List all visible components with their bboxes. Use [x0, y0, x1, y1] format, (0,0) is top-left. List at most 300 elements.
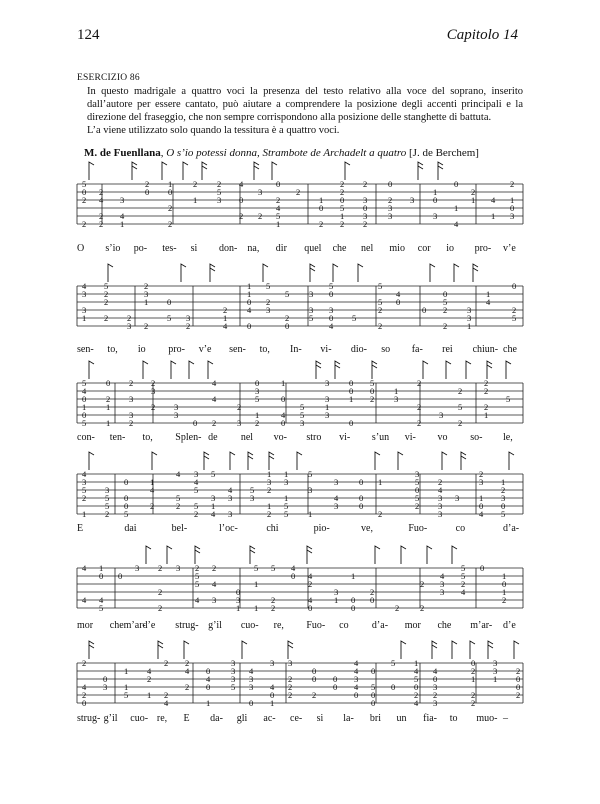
fret-number: 1 [120, 219, 125, 229]
fret-number: 5 [82, 378, 87, 388]
rhythm-flag [171, 361, 176, 379]
lyric-syllable: to, [142, 432, 153, 443]
fret-number: 3 [120, 195, 125, 205]
fret-number: 3 [438, 501, 443, 511]
tab-system [77, 546, 523, 613]
fret-number: 4 [334, 493, 339, 503]
fret-number: 2 [185, 682, 190, 692]
fret-number: 4 [212, 579, 217, 589]
fret-number: 3 [284, 477, 289, 487]
fret-number: 4 [414, 666, 419, 676]
rhythm-flag [514, 641, 519, 659]
rhythm-flag [89, 162, 94, 180]
fret-number: 1 [147, 690, 152, 700]
fret-number: 0 [351, 603, 356, 613]
fret-number: 0 [236, 587, 241, 597]
lyric-syllable: nel [361, 243, 374, 254]
fret-number: 0 [333, 682, 338, 692]
fret-number: 2 [150, 501, 155, 511]
fret-number: 0 [329, 289, 334, 299]
rhythm-flag [487, 361, 492, 379]
lyric-syllable: sen- [77, 344, 94, 355]
fret-number: 2 [443, 321, 448, 331]
fret-number: 5 [105, 501, 110, 511]
fret-number: 0 [167, 297, 172, 307]
fret-number: 0 [249, 698, 254, 708]
lyric-syllable: stro [306, 432, 322, 443]
lyric-syllable: chi [266, 523, 279, 534]
fret-number: 1 [124, 666, 129, 676]
fret-number: 4 [185, 666, 190, 676]
fret-number: 1 [502, 587, 507, 597]
rhythm-flag [418, 162, 423, 180]
fret-number: 2 [129, 418, 134, 428]
fret-number: 3 [105, 485, 110, 495]
exercise-heading: ESERCIZIO 86 [77, 73, 140, 83]
fret-number: 0 [106, 378, 111, 388]
fret-number: 5 [284, 501, 289, 511]
rhythm-flag [372, 365, 377, 368]
fret-number: 2 [340, 179, 345, 189]
fret-number: 0 [422, 305, 427, 315]
fret-number: 2 [471, 698, 476, 708]
rhythm-flag [89, 645, 94, 648]
fret-number: 2 [510, 179, 515, 189]
fret-number: 5 [195, 571, 200, 581]
fret-number: 1 [254, 603, 259, 613]
fret-number: 2 [144, 321, 149, 331]
fret-number: 0 [349, 418, 354, 428]
fret-number: 3 [309, 305, 314, 315]
rhythm-flag [210, 264, 215, 282]
lyric-syllable: fa- [411, 344, 423, 355]
fret-number: 0 [281, 394, 286, 404]
fret-number: 2 [266, 297, 271, 307]
fret-number: 5 [309, 313, 314, 323]
fret-number: 2 [258, 211, 263, 221]
fret-number: 2 [471, 187, 476, 197]
fret-number: 1 [467, 321, 472, 331]
fret-number: 4 [223, 321, 228, 331]
fret-number: 2 [151, 378, 156, 388]
rhythm-flag [375, 452, 380, 470]
fret-number: 2 [417, 418, 422, 428]
fret-number: 2 [471, 690, 476, 700]
fret-number: 2 [443, 305, 448, 315]
fret-number: 2 [104, 289, 109, 299]
lyric-syllable: don- [219, 243, 238, 254]
fret-number: 2 [363, 179, 368, 189]
fret-number: 1 [106, 402, 111, 412]
fret-number: 2 [340, 219, 345, 229]
lyric-syllable: to [449, 713, 458, 724]
fret-number: 3 [433, 211, 438, 221]
rhythm-flag [152, 452, 157, 470]
fret-number: 2 [82, 195, 87, 205]
rhythm-flag [89, 361, 94, 379]
fret-number: 4 [414, 698, 419, 708]
lyric-syllable: m’ar- [470, 620, 493, 631]
tab-system [77, 264, 523, 331]
lyric-syllable: E [183, 713, 190, 724]
fret-number: 0 [512, 281, 517, 291]
fret-number: 3 [388, 211, 393, 221]
fret-number: 3 [255, 386, 260, 396]
lyric-syllable: dio- [350, 344, 367, 355]
rhythm-flag [183, 162, 188, 180]
fret-number: 3 [288, 658, 293, 668]
fret-number: 0 [349, 378, 354, 388]
rhythm-flag [242, 641, 247, 659]
lyric-syllable: strug- [175, 620, 199, 631]
rhythm-flag [158, 645, 163, 648]
lyric-syllable: de [208, 432, 218, 443]
fret-number: 3 [266, 305, 271, 315]
lyric-syllable: O [77, 243, 85, 254]
rhythm-flag [452, 641, 457, 659]
fret-number: 0 [124, 501, 129, 511]
fret-number: 5 [254, 563, 259, 573]
fret-number: 1 [267, 501, 272, 511]
lyric-syllable: so [381, 344, 391, 355]
lyric-syllable: pro- [474, 243, 492, 254]
fret-number: 3 [228, 493, 233, 503]
lyric-syllable: d’a- [371, 620, 389, 631]
fret-number: 0 [349, 386, 354, 396]
lyric-syllable: cor [417, 243, 431, 254]
fret-number: 2 [147, 674, 152, 684]
fret-number: 0 [516, 682, 521, 692]
fret-number: 3 [186, 313, 191, 323]
fret-number: 5 [378, 281, 383, 291]
rhythm-flag [181, 264, 186, 282]
fret-number: 3 [103, 682, 108, 692]
rhythm-flag [158, 641, 163, 659]
fret-number: 3 [439, 410, 444, 420]
rhythm-flag [184, 641, 189, 659]
fret-number: 3 [129, 410, 134, 420]
lyric-syllable: s’io [105, 243, 121, 254]
rhythm-flag [401, 546, 406, 564]
fret-number: 5 [124, 509, 129, 519]
fret-number: 0 [82, 394, 87, 404]
fret-number: 0 [118, 571, 123, 581]
fret-number: 0 [312, 666, 317, 676]
fret-number: 3 [388, 203, 393, 213]
lyric-syllable: tes- [162, 243, 177, 254]
rhythm-flag [358, 264, 363, 282]
fret-number: 4 [82, 563, 87, 573]
fret-number: 1 [247, 289, 252, 299]
fret-number: 1 [255, 410, 260, 420]
lyric-syllable: to, [259, 344, 270, 355]
rhythm-flag [345, 162, 350, 180]
fret-number: 1 [340, 211, 345, 221]
fret-number: 5 [340, 203, 345, 213]
rhythm-flag [430, 264, 435, 282]
fret-number: 4 [82, 386, 87, 396]
rhythm-flag [210, 268, 215, 271]
fret-number: 0 [270, 690, 275, 700]
fret-number: 5 [378, 297, 383, 307]
rhythm-flag [442, 452, 447, 470]
fret-number: 1 [308, 509, 313, 519]
fret-number: 2 [312, 690, 317, 700]
lyric-syllable: ce- [290, 713, 303, 724]
fret-number: 5 [82, 485, 87, 495]
fret-number: 1 [276, 219, 281, 229]
rhythm-flag [398, 452, 403, 470]
fret-number: 2 [168, 203, 173, 213]
fret-number: 3 [325, 394, 330, 404]
fret-number: 2 [319, 219, 324, 229]
fret-number: 2 [271, 595, 276, 605]
fret-number: 2 [223, 305, 228, 315]
page-number: 124 [77, 27, 100, 43]
lyric-syllable: ten- [109, 432, 126, 443]
fret-number: 2 [378, 321, 383, 331]
rhythm-flag [466, 361, 471, 379]
fret-number: 1 [394, 386, 399, 396]
fret-number: 3 [394, 394, 399, 404]
rhythm-flag [423, 361, 428, 379]
fret-number: 2 [185, 658, 190, 668]
lyric-syllable: d’e [142, 620, 156, 631]
fret-number: 3 [467, 305, 472, 315]
fret-number: 5 [461, 563, 466, 573]
fret-number: 4 [176, 469, 181, 479]
fret-number: 3 [176, 563, 181, 573]
rhythm-flag [310, 268, 315, 271]
fret-number: 3 [325, 378, 330, 388]
fret-number: 4 [438, 485, 443, 495]
fret-number: 2 [501, 485, 506, 495]
fret-number: 4 [99, 595, 104, 605]
fret-number: 4 [195, 595, 200, 605]
fret-number: 1 [270, 698, 275, 708]
lyric-syllable: dai [124, 523, 137, 534]
fret-number: 2 [479, 469, 484, 479]
rhythm-flag [307, 550, 312, 553]
fret-number: 0 [359, 493, 364, 503]
lyric-syllable: fia- [423, 713, 438, 724]
fret-number: 2 [168, 219, 173, 229]
fret-number: 3 [410, 195, 415, 205]
fret-number: 3 [493, 658, 498, 668]
rhythm-flag [375, 546, 380, 564]
fret-number: 1 [223, 313, 228, 323]
fret-number: 2 [99, 211, 104, 221]
fret-number: 3 [510, 211, 515, 221]
rhythm-flag [132, 166, 137, 169]
rhythm-flag [372, 361, 377, 379]
fret-number: 3 [440, 579, 445, 589]
fret-number: 2 [276, 195, 281, 205]
rhythm-flag [269, 452, 274, 470]
fret-number: 0 [308, 603, 313, 613]
lyric-syllable: Fuo- [408, 523, 428, 534]
rhythm-flag [333, 264, 338, 282]
fret-number: 4 [150, 485, 155, 495]
fret-number: 2 [195, 563, 200, 573]
fret-number: 2 [417, 402, 422, 412]
fret-number: 2 [164, 690, 169, 700]
fret-number: 0 [291, 571, 296, 581]
fret-number: 0 [502, 579, 507, 589]
fret-number: 2 [255, 418, 260, 428]
fret-number: 2 [212, 418, 217, 428]
lyric-syllable: d’a- [503, 523, 520, 534]
fret-number: 2 [438, 477, 443, 487]
fret-number: 0 [480, 563, 485, 573]
lyric-syllable: ve, [361, 523, 373, 534]
rhythm-flag [288, 645, 293, 648]
fret-number: 5 [284, 509, 289, 519]
fret-number: 4 [270, 682, 275, 692]
fret-number: 2 [186, 321, 191, 331]
lyric-syllable: le, [503, 432, 513, 443]
chapter-title: Capitolo 14 [446, 27, 518, 43]
lyric-syllable: che [437, 620, 452, 631]
fret-number: 1 [99, 563, 104, 573]
fret-number: 2 [484, 386, 489, 396]
fret-number: 5 [271, 563, 276, 573]
fret-number: 1 [150, 477, 155, 487]
fret-number: 3 [308, 485, 313, 495]
lyric-syllable: un [396, 713, 407, 724]
fret-number: 0 [255, 378, 260, 388]
rhythm-flag [89, 641, 94, 659]
fret-number: 3 [127, 321, 132, 331]
fret-number: 2 [82, 658, 87, 668]
rhythm-flag [132, 162, 137, 180]
fret-number: 5 [391, 658, 396, 668]
rhythm-flag [254, 162, 259, 180]
fret-number: 5 [501, 509, 506, 519]
fret-number: 5 [512, 313, 517, 323]
fret-number: 5 [458, 402, 463, 412]
fret-number: 3 [211, 493, 216, 503]
fret-number: 2 [461, 579, 466, 589]
lyric-syllable: sen- [229, 344, 246, 355]
lyric-syllable: mor [77, 620, 94, 631]
rhythm-flag [316, 361, 321, 379]
fret-number: 0 [276, 179, 281, 189]
fret-number: 4 [433, 666, 438, 676]
fret-number: 1 [284, 493, 289, 503]
fret-number: 0 [479, 501, 484, 511]
attribution: [J. de Berchem] [409, 147, 479, 159]
fret-number: 0 [433, 674, 438, 684]
fret-number: 0 [247, 321, 252, 331]
fret-number: 3 [438, 509, 443, 519]
tab-system [77, 641, 523, 708]
fret-number: 4 [82, 595, 87, 605]
fret-number: 3 [144, 289, 149, 299]
fret-number: 3 [438, 493, 443, 503]
fret-number: 1 [479, 493, 484, 503]
rhythm-flag [509, 452, 514, 470]
rhythm-flag [473, 268, 478, 271]
lyric-syllable: re, [156, 713, 168, 724]
composer: M. de Fuenllana [84, 147, 161, 159]
rhythm-flag [189, 361, 194, 379]
fret-number: 5 [370, 378, 375, 388]
fret-number: 0 [371, 690, 376, 700]
lyric-syllable: re, [273, 620, 284, 631]
fret-number: 4 [206, 674, 211, 684]
fret-number: 1 [193, 195, 198, 205]
fret-number: 2 [433, 690, 438, 700]
lyric-syllable: l’oc- [219, 523, 238, 534]
fret-number: 0 [415, 485, 420, 495]
lyric-syllable: si [316, 713, 324, 724]
fret-number: 3 [309, 289, 314, 299]
fret-number: 1 [501, 477, 506, 487]
fret-number: 1 [319, 195, 324, 205]
fret-number: 2 [105, 509, 110, 519]
fret-number: 4 [247, 305, 252, 315]
lyric-syllable: Splen- [175, 432, 202, 443]
rhythm-flag [288, 641, 293, 659]
rhythm-flag [202, 166, 207, 169]
lyric-syllable: da- [210, 713, 223, 724]
fret-number: 5 [443, 297, 448, 307]
fret-number: 0 [206, 682, 211, 692]
fret-number: 5 [371, 682, 376, 692]
fret-number: 2 [237, 402, 242, 412]
fret-number: 4 [281, 410, 286, 420]
lyric-syllable: bel- [171, 523, 188, 534]
fret-number: 2 [194, 509, 199, 519]
rhythm-flag [487, 365, 492, 368]
fret-number: 3 [455, 493, 460, 503]
fret-number: 2 [308, 579, 313, 589]
fret-number: 4 [276, 203, 281, 213]
fret-number: 1 [471, 674, 476, 684]
tab-system [77, 452, 523, 519]
fret-number: 2 [420, 603, 425, 613]
lyric-syllable: pro- [168, 344, 185, 355]
fret-number: 2 [484, 402, 489, 412]
fret-number: 2 [193, 179, 198, 189]
fret-number: 1 [486, 289, 491, 299]
fret-number: 4 [354, 666, 359, 676]
lyric-syllable: muo- [476, 713, 498, 724]
fret-number: 0 [239, 195, 244, 205]
lyric-syllable: vi- [404, 432, 416, 443]
fret-number: 2 [458, 418, 463, 428]
fret-number: 1 [254, 579, 259, 589]
tab-system [77, 361, 523, 428]
fret-number: 5 [308, 469, 313, 479]
fret-number: 1 [493, 674, 498, 684]
fret-number: 2 [471, 666, 476, 676]
fret-number: 2 [271, 603, 276, 613]
rhythm-flag [446, 361, 451, 379]
lyric-syllable: g’il [208, 620, 222, 631]
fret-number: 5 [231, 682, 236, 692]
rhythm-flag [335, 365, 340, 368]
fret-number: 1 [168, 179, 173, 189]
fret-number: 5 [82, 418, 87, 428]
rhythm-flag [89, 452, 94, 470]
lyric-syllable: rei [442, 344, 453, 355]
rhythm-flag [195, 550, 200, 553]
lyric-syllable: pio- [313, 523, 330, 534]
rhythm-flag [202, 162, 207, 180]
fret-number: 0 [82, 698, 87, 708]
